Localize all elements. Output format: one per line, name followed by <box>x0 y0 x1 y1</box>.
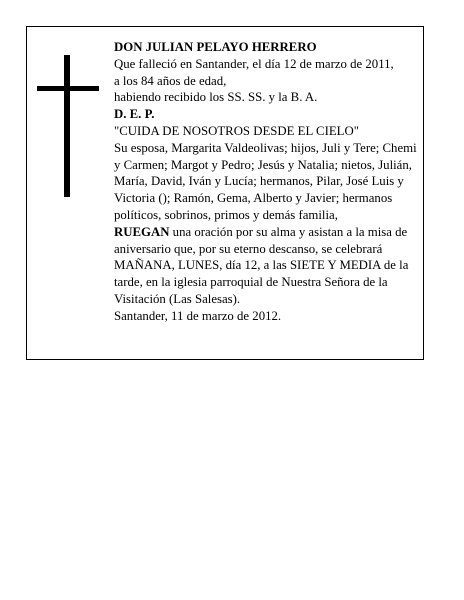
latin-cross-icon <box>37 55 99 197</box>
rip-line: D. E. P. <box>114 107 155 122</box>
place-date-line: Santander, 11 de marzo de 2012. <box>114 308 282 323</box>
cross-horizontal-bar <box>37 86 99 91</box>
obituary-notice <box>26 26 424 360</box>
family-paragraph: Su esposa, Margarita Valdeolivas; hijos, Juli y Tere; Chemi y Carmen; Margot y Pedro; Jesús y Natalia; nietos, Julián, María, David, Iván y Lucía; hermanos, Pilar, José Luis y Victoria (); Ramón, Gema, Alberto y Javier; hermanos políticos, sobrinos, primos y demás familia, <box>114 140 417 222</box>
ruegan-word: RUEGAN <box>114 224 170 239</box>
death-line-3: habiendo recibido los SS. SS. y la B. A. <box>114 90 318 105</box>
notice-text <box>114 39 420 325</box>
deceased-name: DON JULIAN PELAYO HERRERO <box>114 40 317 54</box>
ruegan-paragraph <box>114 224 420 308</box>
death-line-1: Que falleció en Santander, el día 12 de marzo de 2011, <box>114 56 394 71</box>
cross-vertical-bar <box>64 55 70 197</box>
ruegan-text: una oración por su alma y asistan a la misa de aniversario que, por su eterno descanso, se celebrará MAÑANA, LUNES, día 12, a las SIETE Y MEDIA de la tarde, en la iglesia parroquial de Nuestra Señora de la Visitación (Las Salesas). <box>114 224 409 306</box>
motto-line: "CUIDA DE NOSOTROS DESDE EL CIELO" <box>114 123 359 138</box>
death-line-2: a los 84 años de edad, <box>114 73 227 88</box>
